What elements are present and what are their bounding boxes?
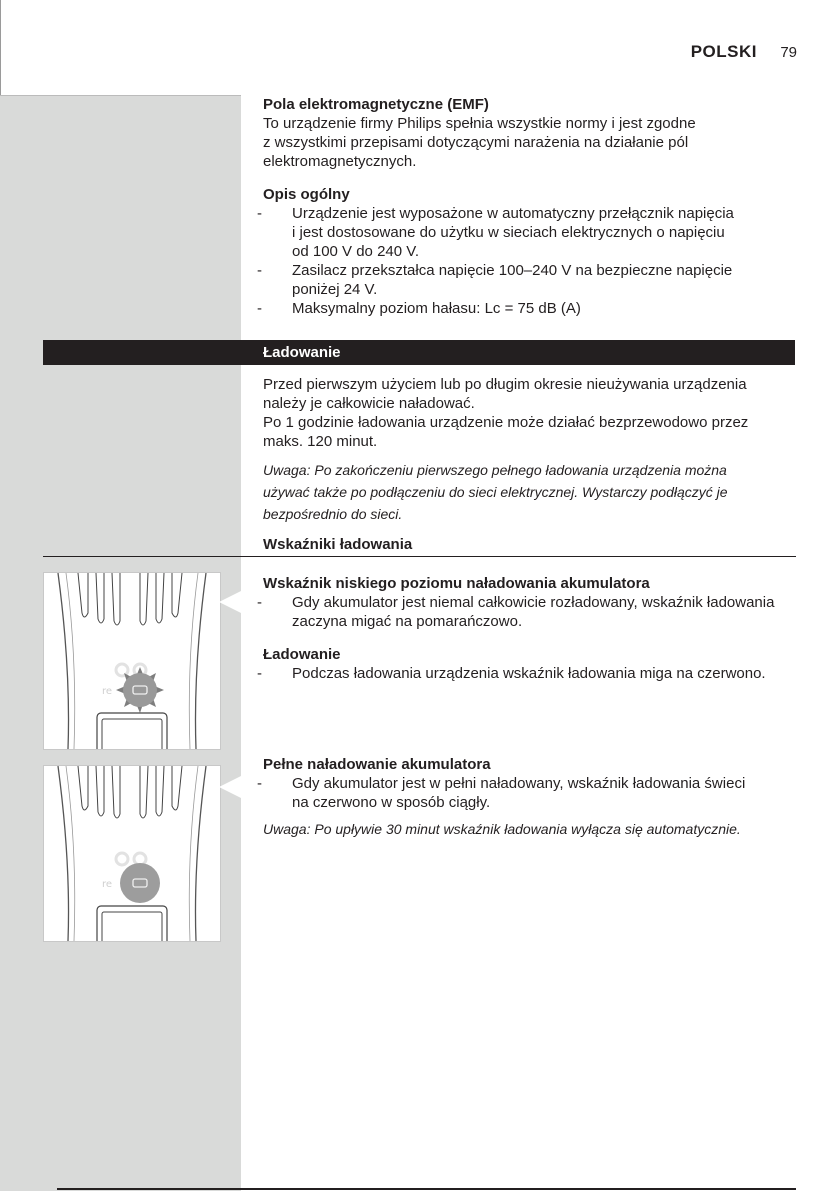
general-title: Opis ogólny: [263, 186, 350, 203]
illustration-blinking-indicator: [43, 572, 221, 750]
section-title-charging: Ładowanie: [263, 344, 341, 361]
pointer-arrow: [219, 775, 243, 799]
list-dash: -: [257, 775, 262, 792]
full-note: Uwaga: Po upływie 30 minut wskaźnik ładowania wyłącza się automatycznie.: [263, 821, 741, 837]
emf-line: elektromagnetycznych.: [263, 153, 417, 170]
note-line: Uwaga: Po zakończeniu pierwszego pełnego ładowania urządzenia można: [263, 462, 727, 478]
page-edge: [0, 0, 1, 95]
list-item: - Gdy akumulator jest niemal całkowicie rozładowany, wskaźnik ładowania zaczyna migać na pomarańczowo.: [257, 594, 775, 630]
list-dash: -: [257, 262, 262, 279]
header-language: POLSKI: [690, 42, 757, 61]
list-item: - Maksymalny poziom hałasu: Lc = 75 dB (A): [257, 300, 581, 317]
section-bar: [43, 340, 795, 365]
shaver-blinking-icon: [44, 573, 220, 749]
list-dash: -: [257, 594, 262, 611]
low-battery-section: [257, 574, 798, 631]
charging-intro: [263, 375, 798, 525]
pointer-arrow: [219, 590, 243, 614]
low-battery-title: Wskaźnik niskiego poziomu naładowania akumulatora: [263, 575, 650, 592]
section-rule: [43, 556, 796, 557]
list-item: - Urządzenie jest wyposażone w automatyczny przełącznik napięcia i jest dostosowane do użytku w sieciach elektrycznych o napięciu od 100 V do 240 V.: [257, 205, 734, 260]
emf-section: [263, 95, 798, 171]
page-number: 79: [780, 44, 797, 61]
charging-status-section: [257, 645, 798, 683]
general-section: [257, 185, 798, 318]
indicators-heading-wrap: [263, 535, 798, 554]
svg-text:re: re: [102, 686, 113, 697]
list-item: - Podczas ładowania urządzenia wskaźnik ładowania miga na czerwono.: [257, 665, 766, 682]
illustration-solid-indicator: [43, 765, 221, 942]
shaver-solid-icon: [44, 766, 220, 941]
general-list: [257, 204, 798, 318]
emf-title: Pola elektromagnetyczne (EMF): [263, 96, 489, 113]
list-dash: -: [257, 665, 262, 682]
intro-line: Przed pierwszym użyciem lub po długim okresie nieużywania urządzenia: [263, 376, 747, 393]
list-item: - Zasilacz przekształca napięcie 100–240 V na bezpieczne napięcie poniżej 24 V.: [257, 262, 733, 298]
note-line: używać także po podłączeniu do sieci elektrycznej. Wystarczy podłączyć je: [263, 484, 728, 500]
note-line: bezpośrednio do sieci.: [263, 506, 403, 522]
footer-rule: [57, 1188, 796, 1190]
svg-text:re: re: [102, 879, 113, 890]
list-item: - Gdy akumulator jest w pełni naładowany, wskaźnik ładowania świeci na czerwono w sposób ciągły.: [257, 775, 746, 811]
indicators-title: Wskaźniki ładowania: [263, 536, 413, 553]
intro-line: należy je całkowicie naładować.: [263, 395, 475, 412]
intro-line: maks. 120 minut.: [263, 433, 378, 450]
intro-line: Po 1 godzinie ładowania urządzenie może działać bezprzewodowo przez: [263, 414, 749, 431]
emf-line: z wszystkimi przepisami dotyczącymi narażenia na działanie pól: [263, 134, 689, 151]
sidebar-top-rule: [0, 95, 241, 96]
list-dash: -: [257, 300, 262, 317]
emf-line: To urządzenie firmy Philips spełnia wszystkie normy i jest zgodne: [263, 115, 696, 132]
full-charge-section: [257, 755, 798, 840]
list-dash: -: [257, 205, 262, 222]
charging-title: Ładowanie: [263, 646, 341, 663]
full-title: Pełne naładowanie akumulatora: [263, 756, 491, 773]
